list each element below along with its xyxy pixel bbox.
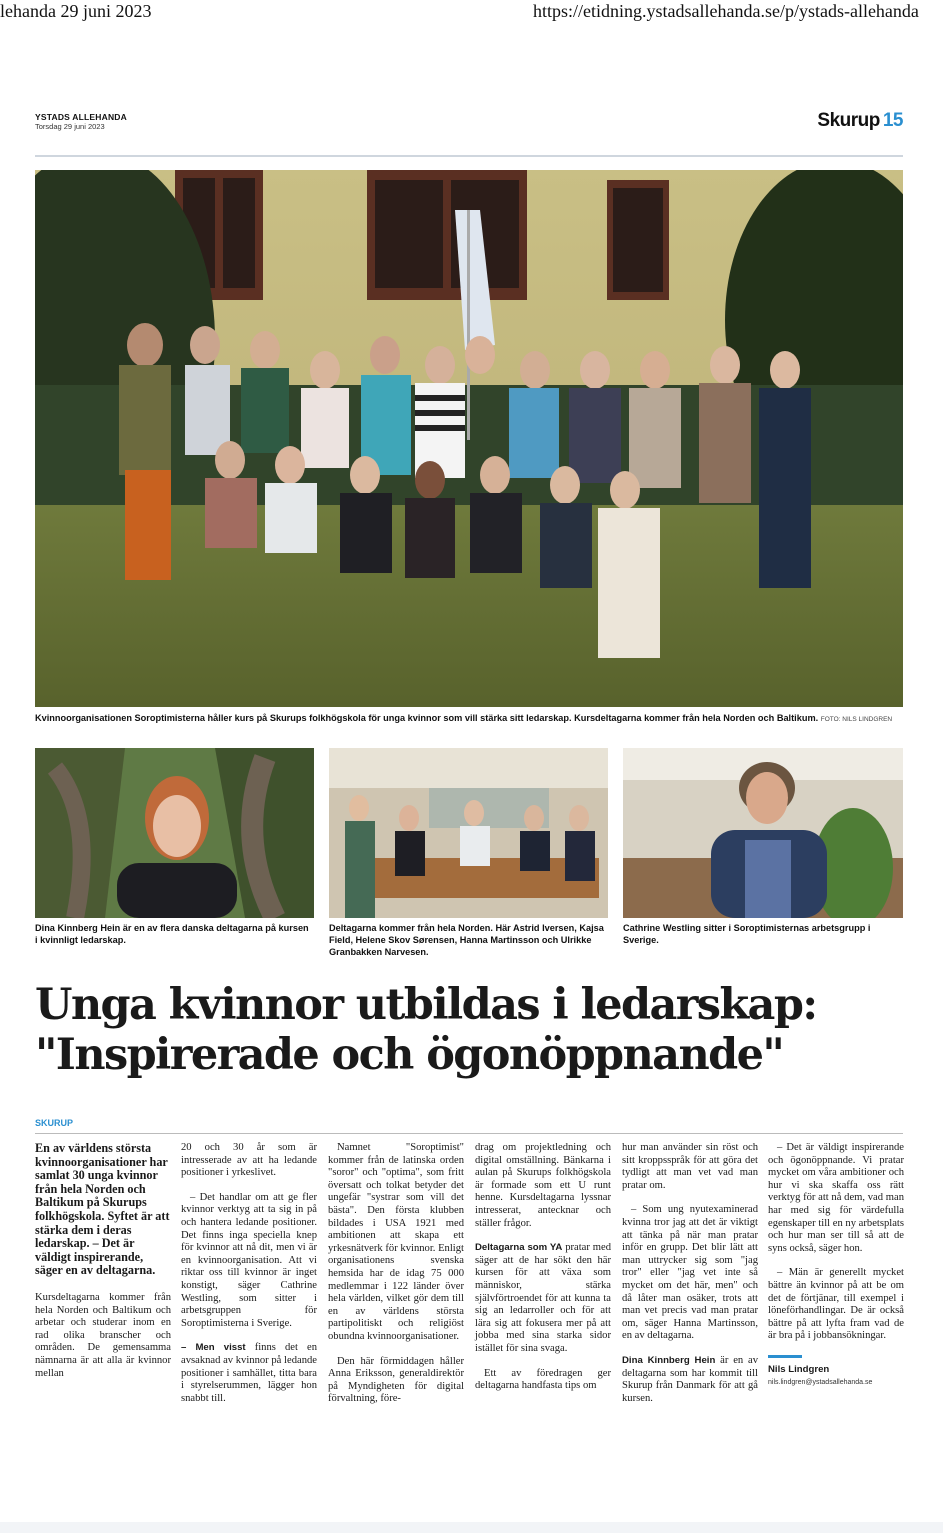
paragraph: – Det är väldigt inspirerande och ögonöppnande. Vi pratar mycket om våra ambitioner och hur vi ska skaffa oss rätt verktyg för att nå dem, vad man har med sig för värdefulla egenskaper till en ny arbetsplats och hur man ser till så att de syns också, säger hon. <box>768 1142 904 1254</box>
group-photo-image <box>35 170 903 707</box>
section-heading <box>817 110 903 132</box>
group-table-caption: Deltagarna kommer från hela Norden. Här Astrid Iversen, Kajsa Field, Helene Skov Sørensen, Hanna Martinsson och Ulrikke Granbakken Narvesen. <box>329 923 604 957</box>
section-name: Skurup <box>817 110 880 131</box>
publication-date: Torsdag 29 juni 2023 <box>35 122 105 131</box>
publication-name: YSTADS ALLEHANDA <box>35 112 127 122</box>
portrait-photo-cathrine-image <box>623 748 903 918</box>
paragraph: – Det handlar om att ge fler kvinnor verktyg att ta sig in på och hantera ledande positioner. Det finns inga speciella knep för kvinnor att nå dit, men vi är en kvinnoorganisation. Att vi riktar oss till kvinnor är inget konstigt, säger Cathrine Westling, som sitter i arbetsgruppen för Soroptimisterna i Sverige. <box>181 1191 317 1329</box>
paragraph: hur man använder sin röst och sitt kroppsspråk för att göra det tydligt att man vet vad man pratar om. <box>622 1142 758 1191</box>
paragraph: Namnet "Soroptimist" kommer från de latinska orden "soror" och "optima", som fritt översatt och tolkat betyder det ungefär "systrar som vill det bästa". Den första klubben bildades i USA 1921 med ambitionen att skapa ett yrkesnätverk för kvinnor. Enligt organisationens svenska hemsida har de idag 75 000 medlemmar i 122 länder över hela världen, vilket gör dem till en av världens största partipolitiskt och religiöst obundna kvinnoorganisationer. <box>328 1142 464 1342</box>
portrait-photo-dina <box>35 748 314 918</box>
print-header-url[interactable]: https://etidning.ystadsallehanda.se/p/ystads-allehanda <box>533 1 919 21</box>
publication-masthead <box>35 112 127 131</box>
paragraph: 20 och 30 år som är intresserade av att ha ledande positioner i yrkeslivet. <box>181 1142 317 1179</box>
article-column-6 <box>768 1142 904 1389</box>
paragraph: Kursdeltagarna kommer från hela Norden och Baltikum och arbetar och studerar inom en rad olika branscher och områden. De gemensamma nämnarna är att alla är kvinnor mellan <box>35 1291 171 1379</box>
portrait-caption-cathrine: Cathrine Westling sitter i Soroptimisternas arbetsgrupp i Sverige. <box>623 923 871 945</box>
paragraph <box>622 1355 758 1405</box>
paragraph: – Män är generellt mycket bättre än kvinnor på att be om det de förtjänar, till exempel i löneförhandlingar. De är också bättre på att lyfta fram vad de är bra på i jobbansökningar. <box>768 1267 904 1342</box>
paragraph <box>181 1342 317 1405</box>
portrait-photo-cathrine <box>623 748 903 918</box>
article-column-1 <box>35 1142 171 1392</box>
headline-line-1: Unga kvinnor utbildas i ledarskap: <box>35 980 817 1030</box>
group-photo <box>35 170 903 707</box>
article-column-3 <box>328 1142 464 1418</box>
group-table-photo-image <box>329 748 608 918</box>
article-column-5 <box>622 1142 758 1417</box>
subheading: Deltagarna som YA <box>475 1242 563 1254</box>
article-column-2 <box>181 1142 317 1417</box>
portrait-caption-dina: Dina Kinnberg Hein är en av flera danska deltagarna på kursen i kvinnligt ledarskap. <box>35 923 309 945</box>
page-bottom-strip <box>0 1522 943 1533</box>
kicker-rule <box>35 1133 903 1134</box>
main-photo-caption <box>35 712 903 726</box>
paragraph: drag om projektledning och digital omställning. Bänkarna i aulan på Skurups folkhögskola är formade som ett U runt henne. Kursdeltagarna lyssnar intresserat, antecknar och ställer frågor. <box>475 1142 611 1229</box>
paragraph-text: är en av deltagarna som har kommit till Skurup från Danmark för att gå kursen. <box>622 1354 758 1404</box>
paragraph-text: pratar med säger att de har sökt den här kursen för att växa som människor, stärka självförtroendet för att kunna ta sig an ledarroller och för att lära sig att fokusera mer på att jobba med sina starka sidor istället för sina svaga. <box>475 1242 611 1354</box>
group-table-photo <box>329 748 608 918</box>
byline-email[interactable]: nils.lindgren@ystadsallehanda.se <box>768 1378 873 1386</box>
masthead-rule <box>35 155 903 157</box>
article-kicker: SKURUP <box>35 1118 74 1128</box>
subheading: – Men visst <box>181 1342 246 1354</box>
paragraph: – Som ung nyutexaminerad kvinna tror jag att det är viktigt att tänka på när man pratar inför en grupp. Det blir lätt att man uttrycker sig som "jag tror" eller "jag vet inte så mycket om det här, men" och då låter man osäker, trots att man vet precis vad man pratar om, säger Hanna Martinsson, en av deltagarna. <box>622 1204 758 1342</box>
print-header <box>0 0 943 22</box>
print-header-date: lehanda 29 juni 2023 <box>0 1 152 21</box>
paragraph: Den här förmiddagen håller Anna Eriksson, generaldirektör på Myndigheten för digital förvaltning, före- <box>328 1355 464 1405</box>
article-column-4 <box>475 1142 611 1405</box>
photo-credit: FOTO: NILS LINDGREN <box>820 716 893 723</box>
headline-line-2: "Inspirerade och ögonöppnande" <box>35 1030 784 1080</box>
byline-author: Nils Lindgren <box>768 1363 830 1375</box>
article-headline <box>35 980 905 1080</box>
paragraph-text: finns det en avsaknad av kvinnor på ledande positioner i samhället, titta bara i styrelserummen, lägger hon snabbt till. <box>181 1342 317 1404</box>
paragraph: Ett av föredragen ger deltagarna handfasta tips om <box>475 1367 611 1392</box>
main-photo-caption-text: Kvinnoorganisationen Soroptimisterna håller kurs på Skurups folkhögskola för unga kvinnor som vill stärka sitt ledarskap. Kursdeltagarna kommer från hela Norden och Baltikum. <box>35 713 819 723</box>
article-ingress: En av världens största kvinnoorganisationer har samlat 30 unga kvinnor från hela Norden och Baltikum på Skurups folkhögskola. Syftet är att stärka dem i deras ledarskap. – Det är väldigt inspirerande, säger en av deltagarna. <box>35 1141 170 1278</box>
portrait-photo-dina-image <box>35 748 314 918</box>
page-number: 15 <box>882 110 903 131</box>
paragraph <box>475 1242 611 1355</box>
subheading: Dina Kinnberg Hein <box>622 1354 716 1366</box>
byline-accent <box>768 1355 802 1358</box>
